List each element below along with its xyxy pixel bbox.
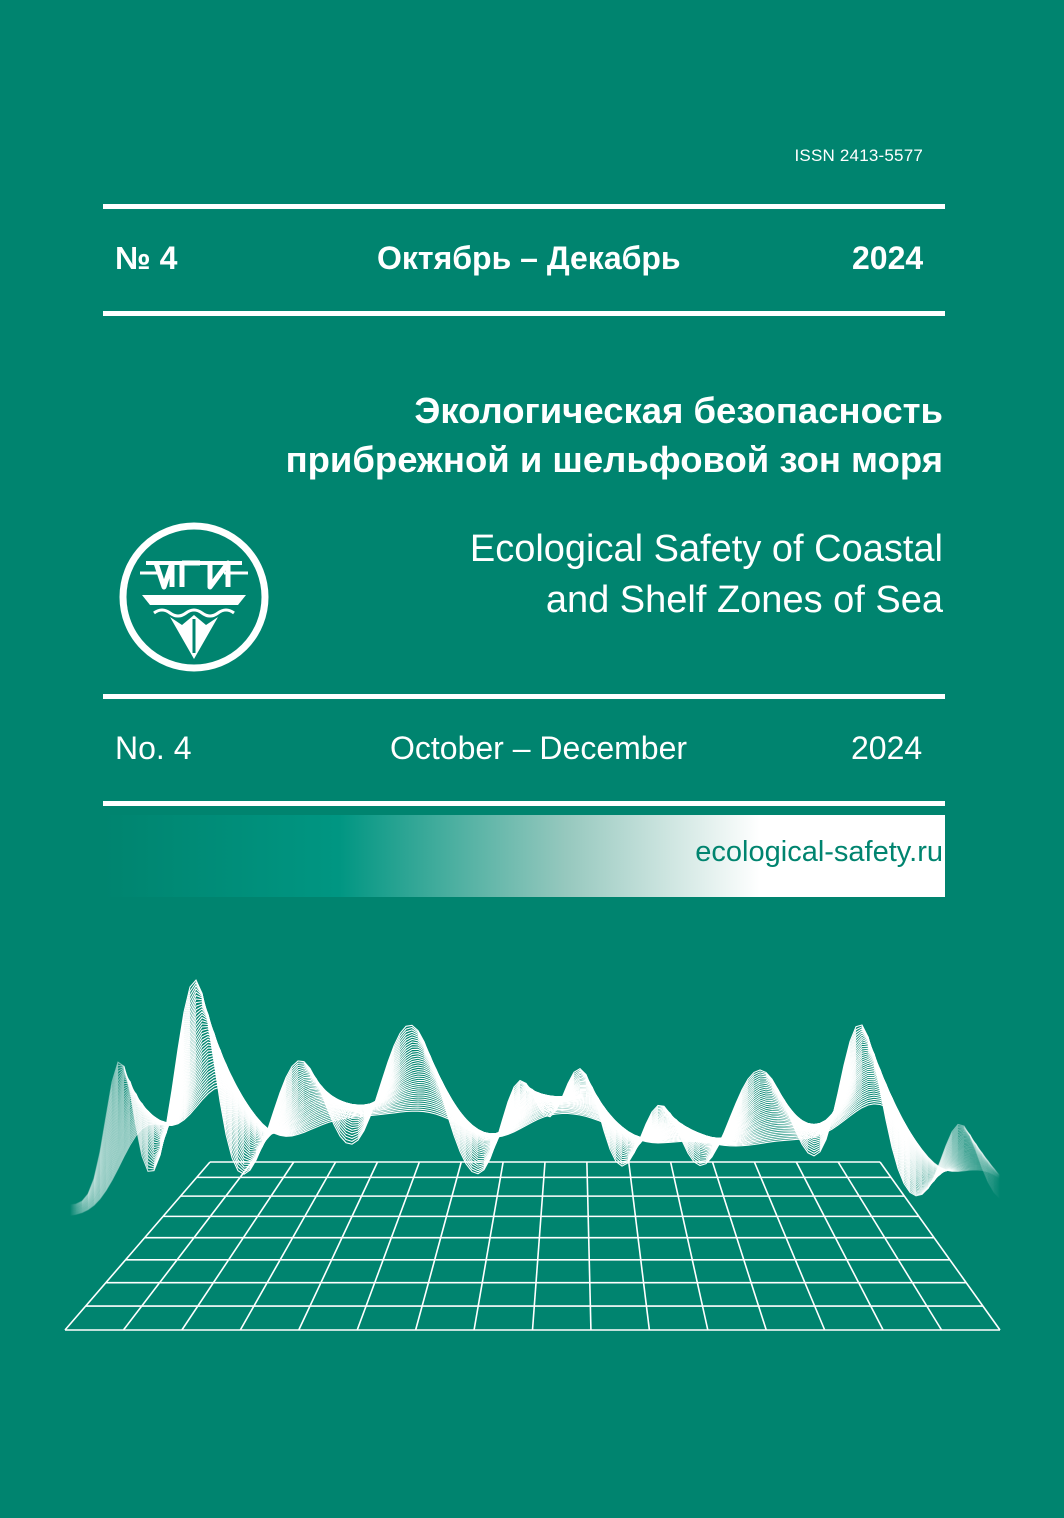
en-issue-year: 2024	[851, 730, 923, 766]
grid-line	[754, 1162, 824, 1330]
ru-issue-row	[0, 240, 1064, 280]
grid-line	[240, 1162, 335, 1330]
journal-title-en-line-2: and Shelf Zones of Sea	[545, 579, 943, 621]
journal-title-ru-line-2: прибрежной и шельфовой зон моря	[285, 439, 943, 480]
en-issue-number: No. 4	[115, 730, 192, 766]
rule-under-ru-row	[103, 311, 945, 316]
grid-line	[796, 1162, 883, 1330]
en-issue-period: October – December	[390, 730, 688, 766]
grid-line	[880, 1162, 1000, 1330]
website-link[interactable]: ecological-safety.ru	[695, 836, 943, 868]
journal-title-ru-line-1: Экологическая безопасность	[414, 390, 943, 431]
journal-title-en-line-1: Ecological Safety of Coastal	[469, 528, 943, 570]
rule-under-en-row	[103, 801, 945, 806]
ru-issue-period: Октябрь – Декабрь	[377, 240, 681, 276]
mgi-emblem-icon	[118, 521, 270, 673]
grid-line	[671, 1162, 708, 1330]
ru-issue-year: 2024	[852, 240, 924, 276]
journal-title-ru	[286, 386, 943, 484]
grid-line	[629, 1162, 650, 1330]
issn-label: ISSN 2413-5577	[794, 146, 923, 165]
grid-line	[533, 1162, 546, 1330]
grid-line	[713, 1162, 767, 1330]
journal-title-en	[470, 524, 943, 626]
grid-line	[416, 1162, 462, 1330]
rule-above-en-row	[103, 694, 945, 699]
ru-issue-number: № 4	[115, 240, 178, 276]
en-issue-row	[0, 730, 1064, 770]
top-rule	[103, 204, 945, 209]
wireframe-terrain-illustration	[0, 940, 1064, 1340]
grid-line	[474, 1162, 503, 1330]
grid-line	[587, 1162, 591, 1330]
grid-line	[182, 1162, 294, 1330]
